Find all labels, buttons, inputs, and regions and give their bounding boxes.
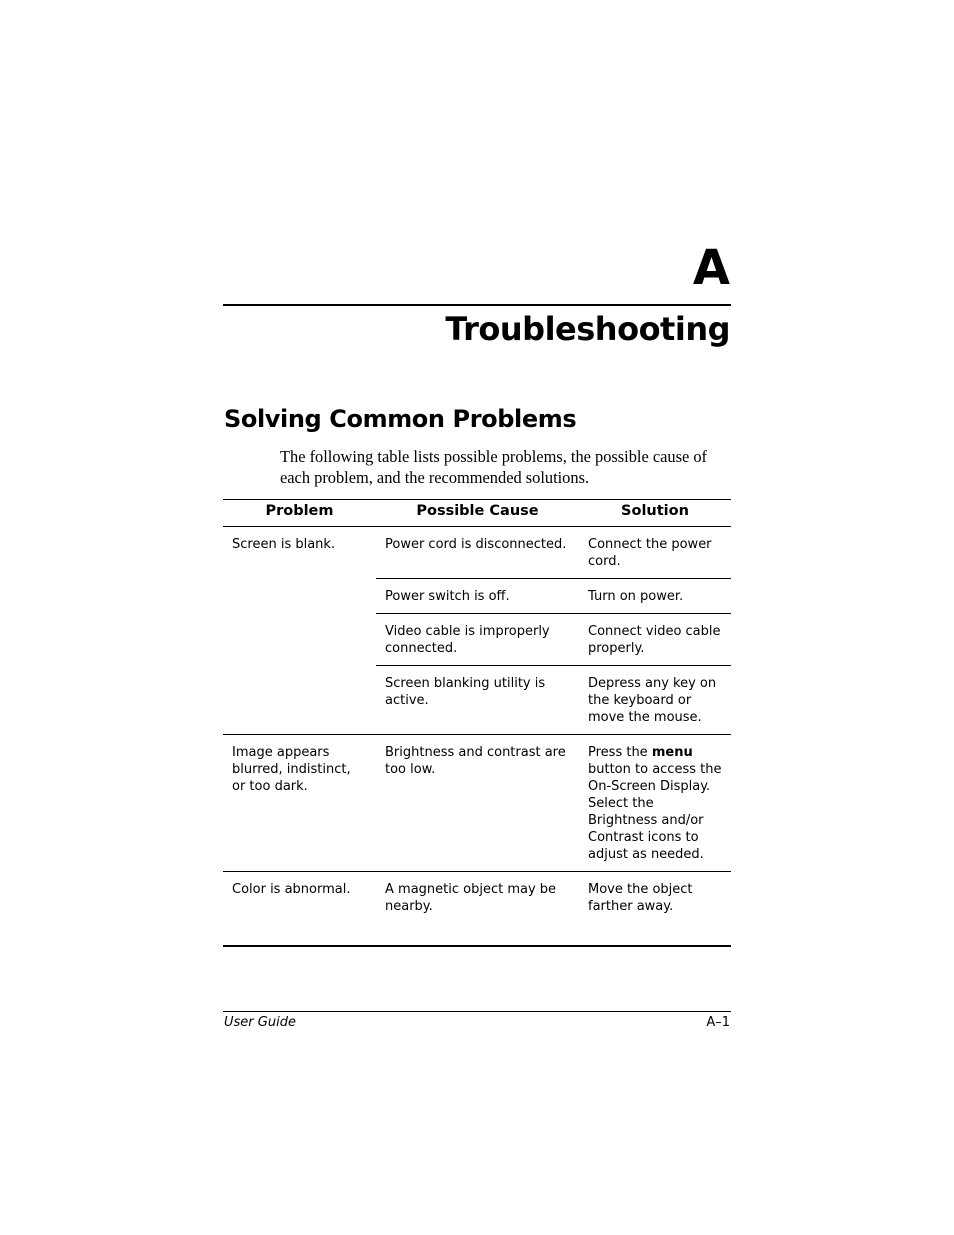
table-row	[223, 735, 731, 872]
footer-document-title: User Guide	[224, 1015, 296, 1030]
cause-cell: Video cable is improperly connected.	[376, 614, 579, 666]
cause-cell: Power cord is disconnected.	[385, 537, 567, 552]
table-row	[223, 527, 731, 579]
cause-cell: Brightness and contrast are too low.	[376, 735, 579, 872]
intro-paragraph: The following table lists possible problems, the possible cause of each problem, and the recommended solutions.	[280, 447, 707, 487]
solution-text-suffix: button to access the On-Screen Display. Select the Brightness and/or Contrast icons to adjust as needed.	[588, 762, 722, 862]
table-header-row	[223, 500, 731, 527]
chapter-letter: A	[692, 240, 730, 296]
cause-cell: A magnetic object may be nearby.	[376, 872, 579, 924]
footer-page-number: A–1	[706, 1015, 730, 1030]
header-solution: Solution	[579, 500, 731, 527]
solution-cell: Depress any key on the keyboard or move the mouse.	[579, 666, 731, 735]
solution-cell: Connect the power cord.	[588, 537, 712, 569]
cause-cell: Screen blanking utility is active.	[376, 666, 579, 735]
cause-cell: Power switch is off.	[376, 579, 579, 614]
footer-rule	[223, 1011, 731, 1012]
problem-cell: Screen is blank.	[232, 537, 336, 552]
solution-cell: Move the object farther away.	[579, 872, 731, 924]
chapter-title: Troubleshooting	[445, 310, 730, 348]
solution-cell: Turn on power.	[579, 579, 731, 614]
problem-cell: Color is abnormal.	[223, 872, 376, 924]
table-row	[223, 872, 731, 924]
troubleshooting-table-grid	[223, 500, 731, 923]
section-title: Solving Common Problems	[224, 405, 577, 433]
header-possible-cause: Possible Cause	[376, 500, 579, 527]
menu-button-label: menu	[651, 745, 693, 760]
header-problem: Problem	[223, 500, 376, 527]
solution-cell	[579, 735, 731, 872]
chapter-rule	[223, 304, 731, 306]
problem-cell: Image appears blurred, indistinct, or too dark.	[223, 735, 376, 872]
solution-text-prefix: Press the	[588, 745, 652, 760]
troubleshooting-table	[223, 499, 731, 947]
solution-cell: Connect video cable properly.	[579, 614, 731, 666]
